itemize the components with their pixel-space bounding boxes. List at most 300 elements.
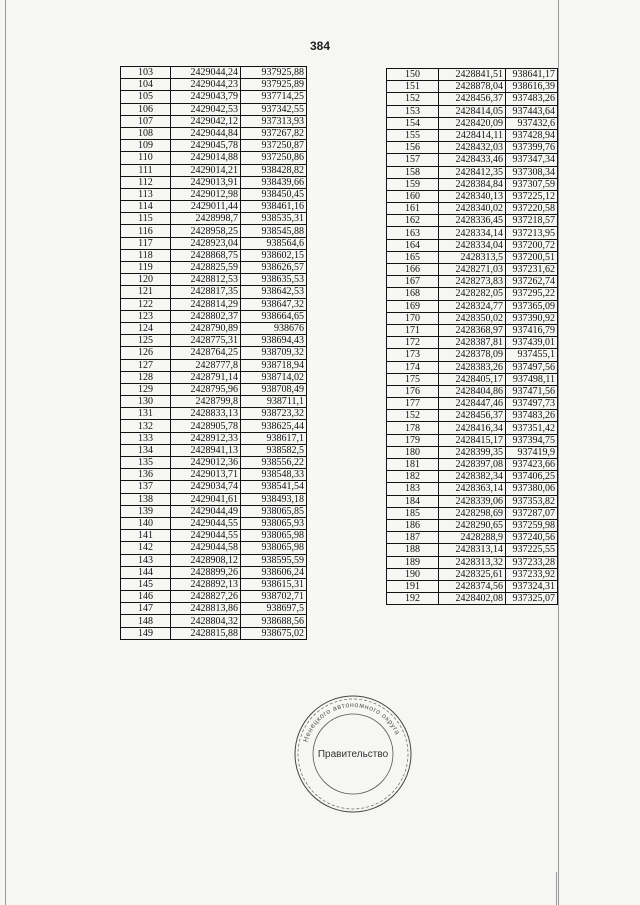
x-coordinate-cell: 2429012,36	[171, 457, 241, 469]
y-coordinate-cell: 937220,58	[506, 203, 558, 215]
x-coordinate-cell: 2429013,71	[171, 469, 241, 481]
left-table-row	[121, 578, 307, 590]
point-number-cell: 136	[121, 469, 171, 481]
y-coordinate-cell: 937714,25	[241, 91, 307, 103]
x-coordinate-cell: 2428384,84	[439, 178, 506, 190]
y-coordinate-cell: 937259,98	[506, 519, 558, 531]
x-coordinate-cell: 2428827,26	[171, 591, 241, 603]
right-table-row	[387, 312, 558, 324]
x-coordinate-cell: 2428350,02	[439, 312, 506, 324]
y-coordinate-cell: 937287,07	[506, 507, 558, 519]
point-number-cell: 115	[121, 213, 171, 225]
point-number-cell: 147	[121, 603, 171, 615]
x-coordinate-cell: 2428382,34	[439, 471, 506, 483]
point-number-cell: 111	[121, 164, 171, 176]
point-number-cell: 185	[387, 507, 439, 519]
y-coordinate-cell: 938635,53	[241, 274, 307, 286]
y-coordinate-cell: 938664,65	[241, 310, 307, 322]
y-coordinate-cell: 938535,31	[241, 213, 307, 225]
point-number-cell: 127	[121, 359, 171, 371]
x-coordinate-cell: 2429044,23	[171, 79, 241, 91]
x-coordinate-cell: 2428833,13	[171, 408, 241, 420]
y-coordinate-cell: 937213,95	[506, 227, 558, 239]
y-coordinate-cell: 938718,94	[241, 359, 307, 371]
y-coordinate-cell: 938548,33	[241, 469, 307, 481]
left-table-row	[121, 347, 307, 359]
point-number-cell: 132	[121, 420, 171, 432]
y-coordinate-cell: 937432,6	[506, 117, 558, 129]
y-coordinate-cell: 938616,39	[506, 81, 558, 93]
y-coordinate-cell: 937416,79	[506, 324, 558, 336]
point-number-cell: 139	[121, 505, 171, 517]
y-coordinate-cell: 937231,62	[506, 264, 558, 276]
left-table-row	[121, 225, 307, 237]
y-coordinate-cell: 938602,15	[241, 249, 307, 261]
y-coordinate-cell: 937483,26	[506, 410, 558, 422]
y-coordinate-cell: 938694,43	[241, 335, 307, 347]
x-coordinate-cell: 2428290,65	[439, 519, 506, 531]
y-coordinate-cell: 937218,57	[506, 215, 558, 227]
point-number-cell: 120	[121, 274, 171, 286]
x-coordinate-cell: 2429041,61	[171, 493, 241, 505]
y-coordinate-cell: 938711,1	[241, 396, 307, 408]
x-coordinate-cell: 2428905,78	[171, 420, 241, 432]
x-coordinate-cell: 2428825,59	[171, 262, 241, 274]
y-coordinate-cell: 938708,49	[241, 383, 307, 395]
left-table-row	[121, 79, 307, 91]
point-number-cell: 130	[121, 396, 171, 408]
x-coordinate-cell: 2428764,25	[171, 347, 241, 359]
seal-ring-text: Ненецкого автономного округа	[302, 701, 401, 743]
x-coordinate-cell: 2428815,88	[171, 627, 241, 639]
x-coordinate-cell: 2428334,04	[439, 239, 506, 251]
y-coordinate-cell: 937443,64	[506, 105, 558, 117]
left-table-row	[121, 274, 307, 286]
x-coordinate-cell: 2428868,75	[171, 249, 241, 261]
right-table-row	[387, 410, 558, 422]
x-coordinate-cell: 2428313,5	[439, 251, 506, 263]
right-table-row	[387, 434, 558, 446]
right-table-row	[387, 580, 558, 592]
y-coordinate-cell: 938564,6	[241, 237, 307, 249]
point-number-cell: 129	[121, 383, 171, 395]
x-coordinate-cell: 2428795,96	[171, 383, 241, 395]
x-coordinate-cell: 2428397,08	[439, 459, 506, 471]
y-coordinate-cell: 937498,11	[506, 373, 558, 385]
right-table-row	[387, 495, 558, 507]
x-coordinate-cell: 2429034,74	[171, 481, 241, 493]
x-coordinate-cell: 2428313,14	[439, 544, 506, 556]
left-table-row	[121, 249, 307, 261]
y-coordinate-cell: 937307,59	[506, 178, 558, 190]
y-coordinate-cell: 937353,82	[506, 495, 558, 507]
point-number-cell: 186	[387, 519, 439, 531]
x-coordinate-cell: 2428802,37	[171, 310, 241, 322]
x-coordinate-cell: 2429014,88	[171, 152, 241, 164]
y-coordinate-cell: 937455,1	[506, 349, 558, 361]
y-coordinate-cell: 938642,53	[241, 286, 307, 298]
x-coordinate-cell: 2428775,31	[171, 335, 241, 347]
point-number-cell: 158	[387, 166, 439, 178]
x-coordinate-cell: 2428405,17	[439, 373, 506, 385]
x-coordinate-cell: 2428313,32	[439, 556, 506, 568]
point-number-cell: 106	[121, 103, 171, 115]
x-coordinate-cell: 2428812,53	[171, 274, 241, 286]
y-coordinate-cell: 938595,59	[241, 554, 307, 566]
left-table-row	[121, 530, 307, 542]
right-table-row	[387, 446, 558, 458]
government-seal	[292, 693, 414, 815]
point-number-cell: 162	[387, 215, 439, 227]
point-number-cell: 167	[387, 276, 439, 288]
x-coordinate-cell: 2428892,13	[171, 578, 241, 590]
right-table-row	[387, 471, 558, 483]
y-coordinate-cell: 937347,34	[506, 154, 558, 166]
point-number-cell: 137	[121, 481, 171, 493]
x-coordinate-cell: 2428402,08	[439, 593, 506, 605]
point-number-cell: 172	[387, 337, 439, 349]
y-coordinate-cell: 938450,45	[241, 188, 307, 200]
point-number-cell: 144	[121, 566, 171, 578]
point-number-cell: 152	[387, 93, 439, 105]
y-coordinate-cell: 937380,06	[506, 483, 558, 495]
point-number-cell: 177	[387, 398, 439, 410]
y-coordinate-cell: 938065,98	[241, 542, 307, 554]
x-coordinate-cell: 2428813,86	[171, 603, 241, 615]
right-table-row	[387, 483, 558, 495]
point-number-cell: 142	[121, 542, 171, 554]
point-number-cell: 159	[387, 178, 439, 190]
y-coordinate-cell: 938641,17	[506, 69, 558, 81]
y-coordinate-cell: 937313,93	[241, 115, 307, 127]
x-coordinate-cell: 2429044,49	[171, 505, 241, 517]
x-coordinate-cell: 2428790,89	[171, 322, 241, 334]
y-coordinate-cell: 938461,16	[241, 201, 307, 213]
right-table-row	[387, 519, 558, 531]
y-coordinate-cell: 938675,02	[241, 627, 307, 639]
point-number-cell: 155	[387, 129, 439, 141]
x-coordinate-cell: 2428273,83	[439, 276, 506, 288]
point-number-cell: 113	[121, 188, 171, 200]
left-table-row	[121, 591, 307, 603]
y-coordinate-cell: 937406,25	[506, 471, 558, 483]
y-coordinate-cell: 937324,31	[506, 580, 558, 592]
left-table-row	[121, 237, 307, 249]
x-coordinate-cell: 2428282,05	[439, 288, 506, 300]
point-number-cell: 103	[121, 67, 171, 79]
right-table-row	[387, 142, 558, 154]
x-coordinate-cell: 2429011,44	[171, 201, 241, 213]
point-number-cell: 148	[121, 615, 171, 627]
x-coordinate-cell: 2429042,12	[171, 115, 241, 127]
y-coordinate-cell: 938702,71	[241, 591, 307, 603]
left-table-row	[121, 457, 307, 469]
point-number-cell: 131	[121, 408, 171, 420]
y-coordinate-cell: 937394,75	[506, 434, 558, 446]
x-coordinate-cell: 2428334,14	[439, 227, 506, 239]
x-coordinate-cell: 2428908,12	[171, 554, 241, 566]
point-number-cell: 149	[121, 627, 171, 639]
x-coordinate-cell: 2428777,8	[171, 359, 241, 371]
coordinates-table-left	[120, 66, 307, 640]
point-number-cell: 118	[121, 249, 171, 261]
point-number-cell: 175	[387, 373, 439, 385]
y-coordinate-cell: 938545,88	[241, 225, 307, 237]
x-coordinate-cell: 2428799,8	[171, 396, 241, 408]
x-coordinate-cell: 2429045,78	[171, 140, 241, 152]
x-coordinate-cell: 2428415,17	[439, 434, 506, 446]
y-coordinate-cell: 938688,56	[241, 615, 307, 627]
seal-center-text: Правительство	[317, 749, 389, 760]
left-table-row	[121, 115, 307, 127]
x-coordinate-cell: 2428817,35	[171, 286, 241, 298]
right-table-row	[387, 532, 558, 544]
right-table-row	[387, 459, 558, 471]
point-number-cell: 192	[387, 593, 439, 605]
y-coordinate-cell: 937390,92	[506, 312, 558, 324]
x-coordinate-cell: 2428414,11	[439, 129, 506, 141]
point-number-cell: 110	[121, 152, 171, 164]
left-table-row	[121, 493, 307, 505]
x-coordinate-cell: 2428368,97	[439, 324, 506, 336]
right-table-row	[387, 239, 558, 251]
left-table-row	[121, 505, 307, 517]
right-table-row	[387, 154, 558, 166]
y-coordinate-cell: 937423,66	[506, 459, 558, 471]
point-number-cell: 122	[121, 298, 171, 310]
x-coordinate-cell: 2428912,33	[171, 432, 241, 444]
left-table-row	[121, 469, 307, 481]
x-coordinate-cell: 2428324,77	[439, 300, 506, 312]
y-coordinate-cell: 937419,9	[506, 446, 558, 458]
point-number-cell: 190	[387, 568, 439, 580]
y-coordinate-cell: 938493,18	[241, 493, 307, 505]
page-number: 384	[309, 39, 331, 53]
left-table-row	[121, 91, 307, 103]
x-coordinate-cell: 2428899,26	[171, 566, 241, 578]
right-table-row	[387, 544, 558, 556]
point-number-cell: 154	[387, 117, 439, 129]
coordinates-table-right-body	[387, 69, 558, 605]
point-number-cell: 168	[387, 288, 439, 300]
x-coordinate-cell: 2428404,86	[439, 385, 506, 397]
y-coordinate-cell: 937250,86	[241, 152, 307, 164]
right-table-row	[387, 361, 558, 373]
y-coordinate-cell: 937225,55	[506, 544, 558, 556]
point-number-cell: 153	[387, 105, 439, 117]
x-coordinate-cell: 2428383,26	[439, 361, 506, 373]
x-coordinate-cell: 2428923,04	[171, 237, 241, 249]
left-table-row	[121, 262, 307, 274]
y-coordinate-cell: 937342,55	[241, 103, 307, 115]
left-table-row	[121, 286, 307, 298]
point-number-cell: 180	[387, 446, 439, 458]
left-table-row	[121, 396, 307, 408]
point-number-cell: 170	[387, 312, 439, 324]
left-table-row	[121, 322, 307, 334]
right-table-row	[387, 568, 558, 580]
left-table-row	[121, 188, 307, 200]
point-number-cell: 138	[121, 493, 171, 505]
y-coordinate-cell: 937295,22	[506, 288, 558, 300]
point-number-cell: 174	[387, 361, 439, 373]
point-number-cell: 150	[387, 69, 439, 81]
y-coordinate-cell: 937925,89	[241, 79, 307, 91]
x-coordinate-cell: 2428363,14	[439, 483, 506, 495]
x-coordinate-cell: 2428378,09	[439, 349, 506, 361]
right-table-row	[387, 349, 558, 361]
left-table-row	[121, 67, 307, 79]
point-number-cell: 145	[121, 578, 171, 590]
x-coordinate-cell: 2429044,55	[171, 530, 241, 542]
x-coordinate-cell: 2429044,24	[171, 67, 241, 79]
x-coordinate-cell: 2429013,91	[171, 176, 241, 188]
y-coordinate-cell: 937250,87	[241, 140, 307, 152]
y-coordinate-cell: 937240,56	[506, 532, 558, 544]
right-table-row	[387, 337, 558, 349]
y-coordinate-cell: 937399,76	[506, 142, 558, 154]
left-table-row	[121, 152, 307, 164]
coordinates-table-right	[386, 68, 558, 605]
left-table-row	[121, 627, 307, 639]
y-coordinate-cell: 938626,57	[241, 262, 307, 274]
y-coordinate-cell: 938582,5	[241, 444, 307, 456]
point-number-cell: 125	[121, 335, 171, 347]
right-table-row	[387, 178, 558, 190]
x-coordinate-cell: 2428414,05	[439, 105, 506, 117]
left-table-row	[121, 176, 307, 188]
point-number-cell: 179	[387, 434, 439, 446]
right-table-row	[387, 203, 558, 215]
y-coordinate-cell: 938617,1	[241, 432, 307, 444]
point-number-cell: 160	[387, 190, 439, 202]
y-coordinate-cell: 937267,82	[241, 127, 307, 139]
point-number-cell: 114	[121, 201, 171, 213]
right-table-row	[387, 422, 558, 434]
y-coordinate-cell: 938065,85	[241, 505, 307, 517]
x-coordinate-cell: 2429042,53	[171, 103, 241, 115]
x-coordinate-cell: 2428339,06	[439, 495, 506, 507]
y-coordinate-cell: 938723,32	[241, 408, 307, 420]
left-table-row	[121, 517, 307, 529]
point-number-cell: 189	[387, 556, 439, 568]
left-table-row	[121, 103, 307, 115]
left-table-row	[121, 359, 307, 371]
left-table-row	[121, 444, 307, 456]
y-coordinate-cell: 937233,28	[506, 556, 558, 568]
right-table-row	[387, 385, 558, 397]
y-coordinate-cell: 937483,26	[506, 93, 558, 105]
point-number-cell: 184	[387, 495, 439, 507]
left-table-row	[121, 383, 307, 395]
right-table-row	[387, 117, 558, 129]
x-coordinate-cell: 2428288,9	[439, 532, 506, 544]
y-coordinate-cell: 937200,72	[506, 239, 558, 251]
x-coordinate-cell: 2428433,46	[439, 154, 506, 166]
x-coordinate-cell: 2428336,45	[439, 215, 506, 227]
point-number-cell: 191	[387, 580, 439, 592]
x-coordinate-cell: 2428814,29	[171, 298, 241, 310]
y-coordinate-cell: 937497,56	[506, 361, 558, 373]
left-table-row	[121, 335, 307, 347]
left-table-row	[121, 542, 307, 554]
x-coordinate-cell: 2429044,58	[171, 542, 241, 554]
point-number-cell: 116	[121, 225, 171, 237]
x-coordinate-cell: 2429044,55	[171, 517, 241, 529]
point-number-cell: 183	[387, 483, 439, 495]
y-coordinate-cell: 938065,93	[241, 517, 307, 529]
y-coordinate-cell: 938428,82	[241, 164, 307, 176]
point-number-cell: 182	[387, 471, 439, 483]
x-coordinate-cell: 2428412,35	[439, 166, 506, 178]
left-table-row	[121, 566, 307, 578]
x-coordinate-cell: 2428804,32	[171, 615, 241, 627]
point-number-cell: 141	[121, 530, 171, 542]
point-number-cell: 178	[387, 422, 439, 434]
x-coordinate-cell: 2428998,7	[171, 213, 241, 225]
point-number-cell: 133	[121, 432, 171, 444]
right-table-row	[387, 324, 558, 336]
right-table-row	[387, 93, 558, 105]
x-coordinate-cell: 2428399,35	[439, 446, 506, 458]
point-number-cell: 157	[387, 154, 439, 166]
y-coordinate-cell: 938709,32	[241, 347, 307, 359]
x-coordinate-cell: 2429043,79	[171, 91, 241, 103]
y-coordinate-cell: 937308,34	[506, 166, 558, 178]
page-right-edge	[558, 0, 559, 905]
point-number-cell: 164	[387, 239, 439, 251]
right-table-row	[387, 276, 558, 288]
left-table-row	[121, 127, 307, 139]
point-number-cell: 128	[121, 371, 171, 383]
y-coordinate-cell: 938625,44	[241, 420, 307, 432]
left-table-row	[121, 201, 307, 213]
x-coordinate-cell: 2428958,25	[171, 225, 241, 237]
y-coordinate-cell: 937497,73	[506, 398, 558, 410]
point-number-cell: 124	[121, 322, 171, 334]
x-coordinate-cell: 2428340,02	[439, 203, 506, 215]
x-coordinate-cell: 2428791,14	[171, 371, 241, 383]
right-table-row	[387, 288, 558, 300]
left-table-row	[121, 615, 307, 627]
page-left-edge	[5, 0, 6, 905]
y-coordinate-cell: 937200,51	[506, 251, 558, 263]
right-table-row	[387, 227, 558, 239]
point-number-cell: 117	[121, 237, 171, 249]
point-number-cell: 109	[121, 140, 171, 152]
y-coordinate-cell: 938676	[241, 322, 307, 334]
point-number-cell: 163	[387, 227, 439, 239]
y-coordinate-cell: 938606,24	[241, 566, 307, 578]
point-number-cell: 135	[121, 457, 171, 469]
x-coordinate-cell: 2429014,21	[171, 164, 241, 176]
right-table-row	[387, 81, 558, 93]
y-coordinate-cell: 938541,54	[241, 481, 307, 493]
y-coordinate-cell: 937471,56	[506, 385, 558, 397]
right-table-row	[387, 507, 558, 519]
point-number-cell: 152	[387, 410, 439, 422]
x-coordinate-cell: 2428878,04	[439, 81, 506, 93]
x-coordinate-cell: 2428841,51	[439, 69, 506, 81]
right-table-row	[387, 129, 558, 141]
page-right-edge-bottom	[556, 872, 557, 905]
left-table-row	[121, 164, 307, 176]
right-table-row	[387, 373, 558, 385]
left-table-row	[121, 298, 307, 310]
point-number-cell: 121	[121, 286, 171, 298]
y-coordinate-cell: 938615,31	[241, 578, 307, 590]
right-table-row	[387, 166, 558, 178]
